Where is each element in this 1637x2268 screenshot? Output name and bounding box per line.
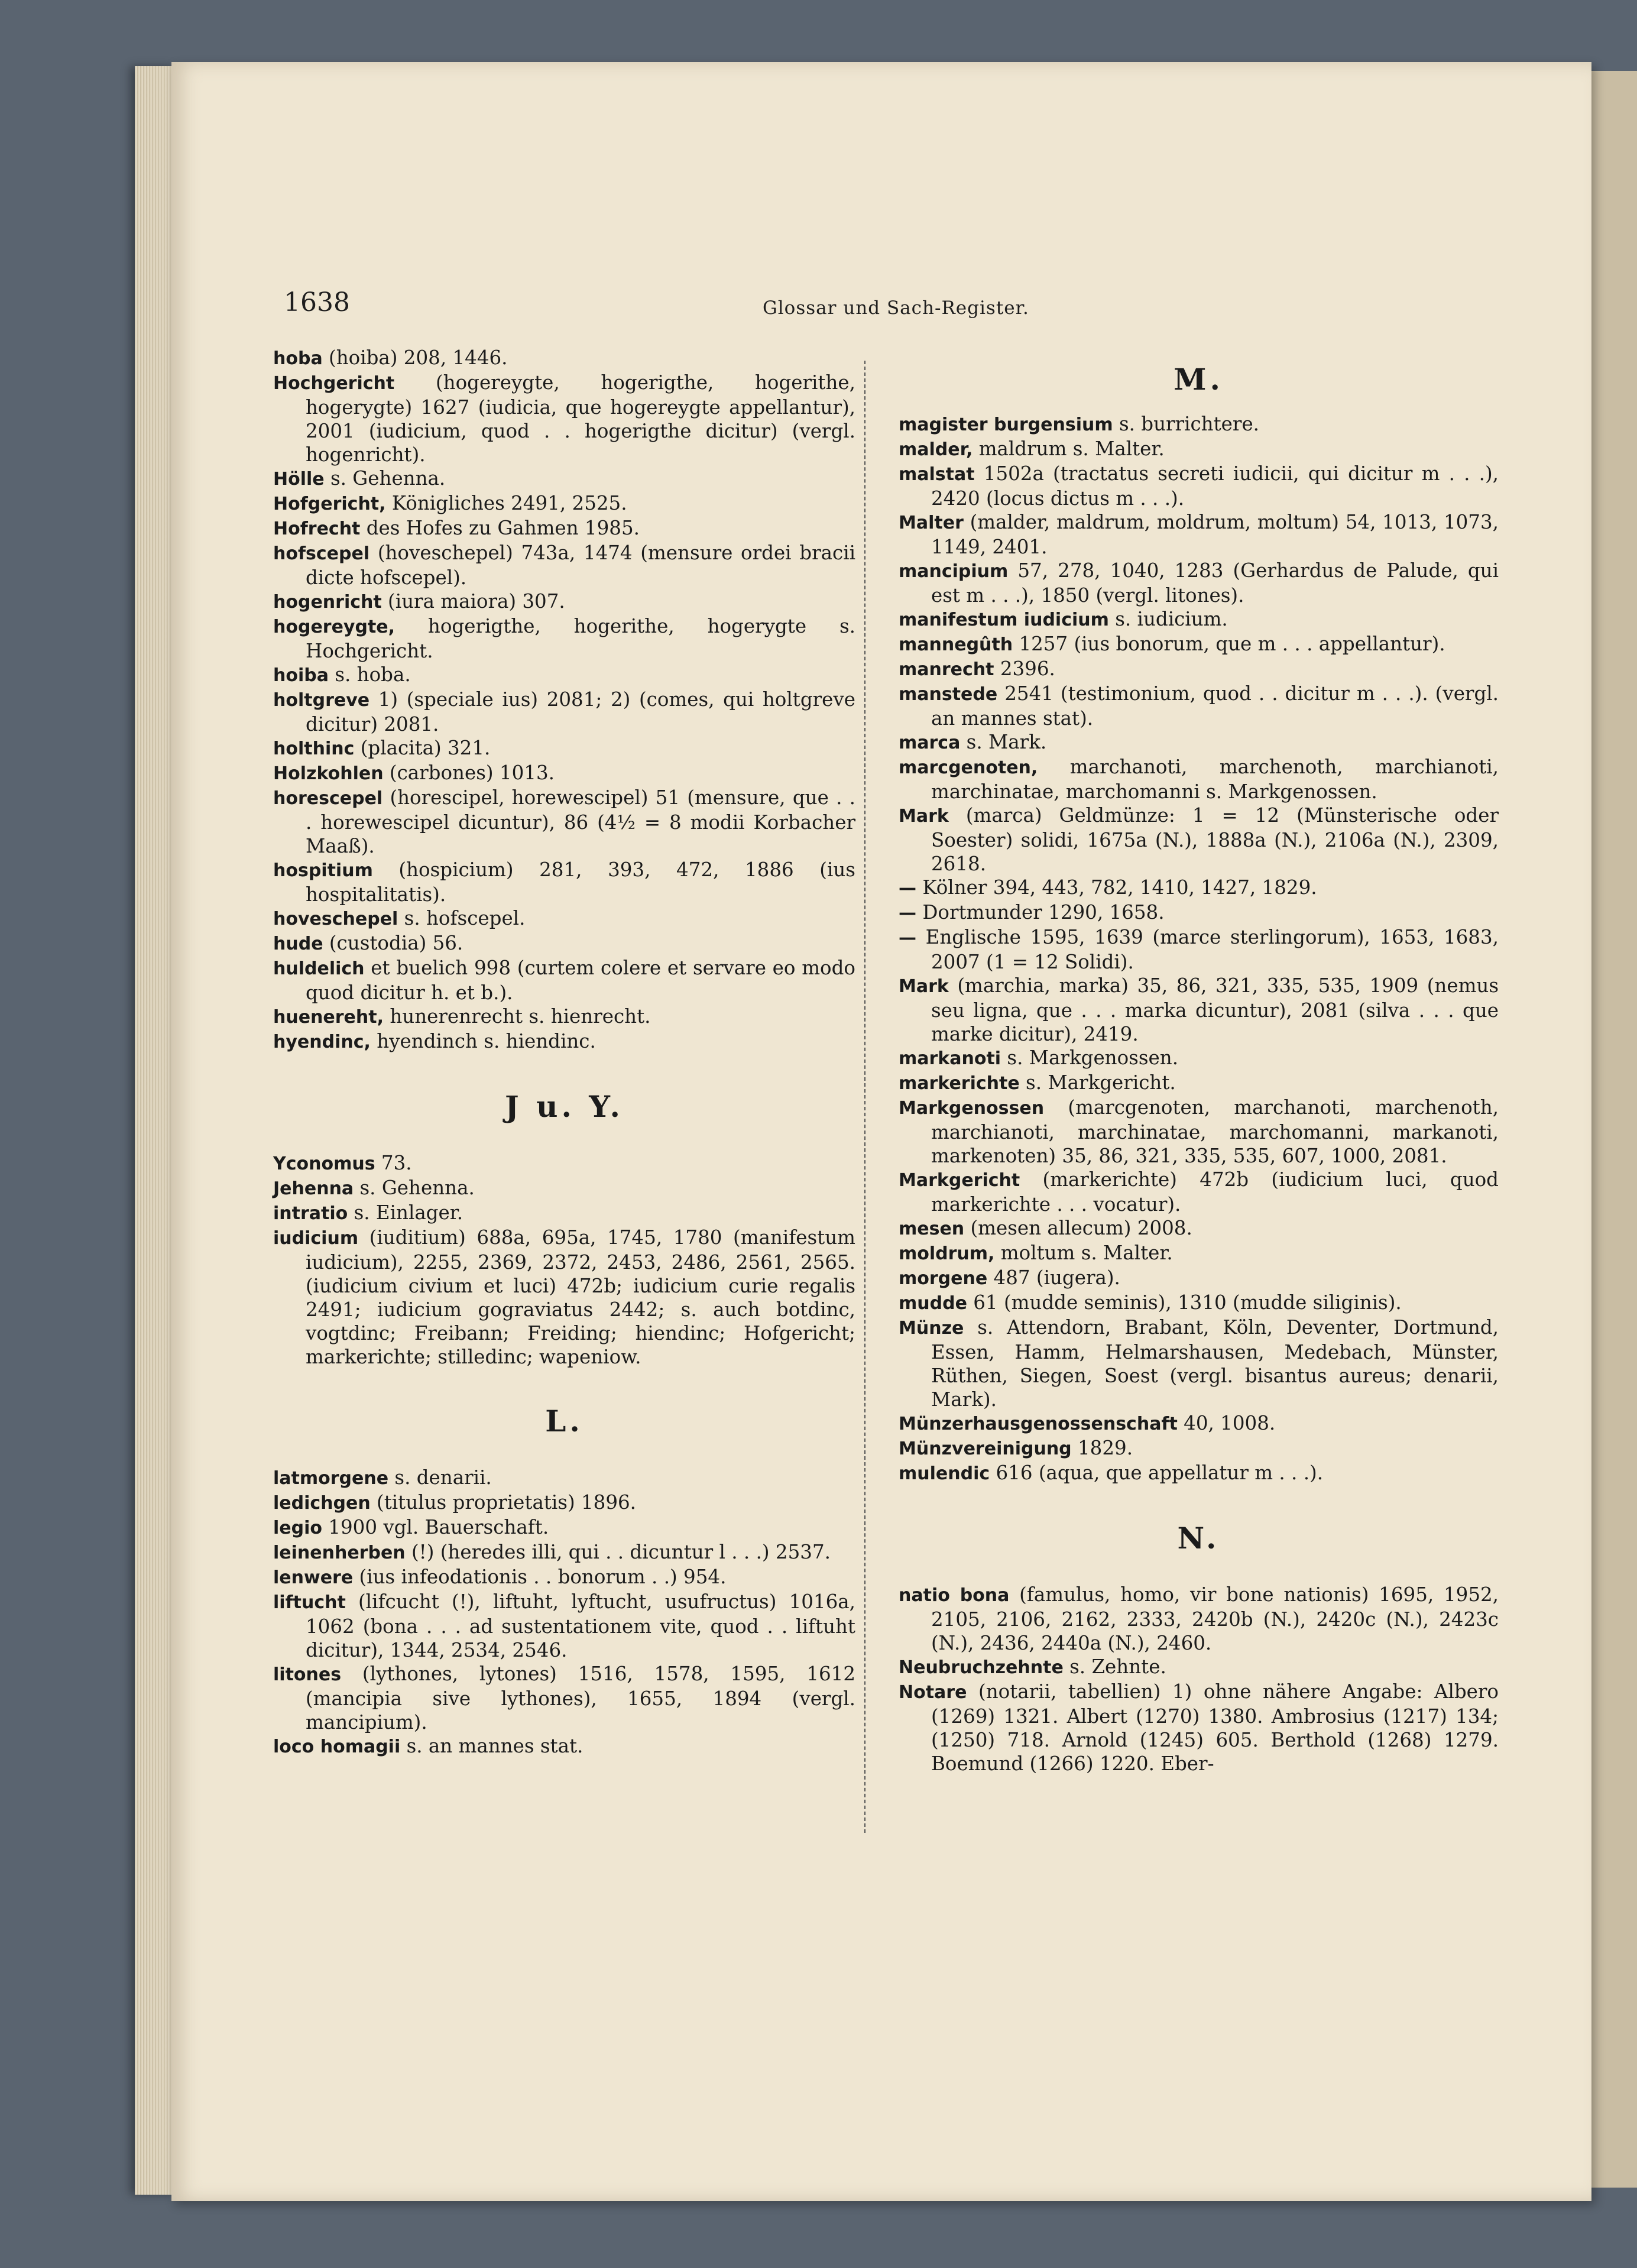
entry-text: hyendinch s. hiendinc. [370, 1030, 596, 1052]
glossary-entry [899, 876, 1499, 900]
glossary-entry [273, 1590, 855, 1662]
entry-headword: Markgenossen [899, 1098, 1045, 1119]
entry-headword: ledichgen [273, 1493, 371, 1514]
glossary-entry [273, 1662, 855, 1734]
entry-headword: Hofgericht, [273, 494, 386, 514]
glossary-entry [899, 510, 1499, 559]
glossary-entry [273, 491, 855, 516]
glossary-entry [273, 1466, 855, 1491]
entry-headword: mancipium [899, 561, 1009, 582]
entry-headword: moldrum, [899, 1243, 995, 1264]
entry-headword: hoiba [273, 665, 329, 686]
glossary-entry [899, 1583, 1499, 1655]
entry-headword: holtgreve [273, 690, 370, 711]
glossary-entry [273, 688, 855, 736]
entry-headword: manrecht [899, 659, 994, 680]
entry-headword: leinenherben [273, 1543, 406, 1563]
entry-text: (malder, maldrum, moldrum, moltum) 54, 1013, 1073, 1149, 2401. [931, 511, 1499, 558]
glossary-entry [273, 614, 855, 663]
entry-text: (ius infeodationis . . bonorum . .) 954. [353, 1566, 727, 1588]
entry-text: (!) (heredes illi, qui . . dicuntur l . . .) 2537. [405, 1541, 831, 1563]
entry-headword: — [899, 878, 916, 899]
entry-text: maldrum s. Malter. [973, 438, 1165, 460]
entry-text: 1502a (tractatus secreti iudicii, qui dicitur m . . .), 2420 (locus dictus m . . .). [931, 462, 1499, 510]
glossary-entry [899, 1241, 1499, 1266]
entry-text: s. iudicium. [1108, 608, 1228, 630]
glossary-entry [273, 1565, 855, 1590]
glossary-entry [899, 900, 1499, 925]
entry-headword: malstat [899, 464, 975, 485]
entry-headword: holthinc [273, 738, 355, 759]
entry-headword: loco homagii [273, 1736, 401, 1757]
entry-headword: hude [273, 934, 323, 954]
entry-text: Kölner 394, 443, 782, 1410, 1427, 1829. [916, 876, 1317, 899]
section-heading-n: N. [1177, 1521, 1220, 1556]
glossary-entry [899, 1316, 1499, 1411]
entry-headword: hyendinc, [273, 1032, 371, 1052]
h-entries [273, 346, 855, 1054]
entry-text: 1900 vgl. Bauerschaft. [322, 1516, 549, 1538]
entry-text: (titulus proprietatis) 1896. [370, 1491, 637, 1514]
entry-text: (marca) Geldmünze: 1 = 12 (Münsterische oder Soester) solidi, 1675a (N.), 1888a (N.), 2106a (N.), 2309, 2618. [931, 804, 1499, 875]
entry-text: s. an mannes stat. [400, 1735, 584, 1757]
entry-text: (hoiba) 208, 1446. [322, 346, 508, 369]
entry-headword: Mark [899, 976, 949, 997]
entry-text: (iura maiora) 307. [381, 590, 565, 613]
entry-text: 73. [375, 1152, 412, 1174]
glossary-entry [899, 559, 1499, 607]
entry-text: 57, 278, 1040, 1283 (Gerhardus de Palude, qui est m . . .), 1850 (vergl. litones). [931, 559, 1499, 607]
glossary-entry [899, 1266, 1499, 1291]
entry-text: (marchia, marka) 35, 86, 321, 335, 535, 1909 (nemus seu ligna, que . . . marka dicuntur), 2081 (silva . . . que marke dicitur), 2419. [931, 974, 1499, 1045]
entry-text: 2541 (testimonium, quod . . dicitur m . . .). (vergl. an mannes stat). [931, 682, 1499, 730]
book-page-edge [135, 66, 176, 2195]
entry-text: s. denarii. [388, 1466, 492, 1489]
glossary-entry [273, 1734, 855, 1759]
glossary-entry [899, 974, 1499, 1046]
right-column [899, 346, 1499, 1775]
entry-text: (hoveschepel) 743a, 1474 (mensure ordei bracii dicte hofscepel). [306, 542, 855, 589]
glossary-entry [899, 1071, 1499, 1096]
entry-headword: lenwere [273, 1567, 354, 1588]
entry-headword: Münzvereinigung [899, 1438, 1072, 1459]
next-page-edge [1591, 71, 1637, 2188]
entry-headword: Hochgericht [273, 373, 395, 394]
entry-text: (iuditium) 688a, 695a, 1745, 1780 (manifestum iudicium), 2255, 2369, 2372, 2453, 2486, 2561, 2565. (iudicium civium et luci) 472b; iudicium curie regalis 2491; iudicium gograviatus 2442; s. auch botdinc, vogtdinc; Freibann; Freiding; hiendinc; Hofgericht; markerichte; stilledinc; wapeniow. [306, 1226, 855, 1368]
entry-headword: Hofrecht [273, 519, 361, 539]
entry-text: s. Gehenna. [354, 1177, 475, 1199]
entry-text: (markerichte) 472b (iudicium luci, quod markerichte . . . vocatur). [931, 1168, 1499, 1216]
entry-headword: malder, [899, 439, 973, 460]
entry-headword: mannegûth [899, 634, 1013, 655]
page-number: 1638 [284, 287, 350, 317]
entry-text: hogerigthe, hogerithe, hogerygte s. Hochgericht. [306, 615, 855, 662]
glossary-entry [273, 956, 855, 1005]
section-heading-l: L. [545, 1404, 584, 1438]
entry-text: (horescipel, horewescipel) 51 (mensure, que . . . horewescipel dicuntur), 86 (4½ = 8 modii Korbacher Maaß). [306, 786, 855, 857]
glossary-entry [273, 1540, 855, 1565]
glossary-entry [273, 786, 855, 858]
glossary-entry [273, 931, 855, 956]
entry-headword: Münzerhausgenossenschaft [899, 1414, 1178, 1434]
entry-text: (lifcucht (!), liftuht, lyftucht, usufructus) 1016a, 1062 (bona . . . ad sustentationem vite, quod . . liftuht dicitur), 1344, 2534, 2546. [306, 1590, 855, 1661]
entry-text: (marcgenoten, marchanoti, marchenoth, marchianoti, marchinatae, marchomanni, markanoti, markenoten) 35, 86, 321, 335, 535, 607, 1000, 2081. [931, 1096, 1499, 1167]
glossary-entry [899, 437, 1499, 462]
n-entries [899, 1583, 1499, 1775]
glossary-entry [899, 1680, 1499, 1775]
entry-text: (mesen allecum) 2008. [964, 1217, 1192, 1239]
entry-headword: markerichte [899, 1073, 1020, 1094]
entry-text: Dortmunder 1290, 1658. [916, 901, 1165, 924]
entry-headword: Markgericht [899, 1170, 1020, 1191]
entry-text: s. hoba. [328, 663, 411, 686]
entry-headword: Malter [899, 513, 964, 533]
left-column [273, 346, 855, 1759]
entry-text: 2396. [994, 657, 1055, 680]
glossary-entry [273, 906, 855, 931]
entry-headword: latmorgene [273, 1468, 389, 1489]
entry-headword: marca [899, 733, 961, 753]
glossary-entry [273, 371, 855, 466]
entry-headword: natio bona [899, 1585, 1010, 1606]
entry-text: (custodia) 56. [323, 932, 463, 954]
entry-text: 487 (iugera). [987, 1266, 1120, 1289]
entry-headword: Jehenna [273, 1178, 354, 1199]
entry-headword: huldelich [273, 958, 365, 979]
entry-text: Englische 1595, 1639 (marce sterlingorum), 1653, 1683, 2007 (1 = 12 Solidi). [916, 926, 1499, 973]
entry-headword: liftucht [273, 1592, 346, 1613]
entry-text: 40, 1008. [1177, 1412, 1276, 1434]
entry-headword: magister burgensium [899, 414, 1113, 435]
entry-text: s. Mark. [960, 731, 1047, 753]
entry-text: (hospicium) 281, 393, 472, 1886 (ius hospitalitatis). [306, 858, 855, 906]
entry-headword: hoveschepel [273, 909, 398, 929]
entry-text: s. Zehnte. [1063, 1655, 1166, 1678]
entry-text: (carbones) 1013. [383, 762, 555, 784]
glossary-entry [273, 1201, 855, 1226]
glossary-entry [273, 516, 855, 541]
glossary-entry [899, 730, 1499, 755]
entry-headword: hogereygte, [273, 617, 396, 637]
entry-headword: Yconomus [273, 1154, 375, 1174]
entry-headword: — [899, 903, 916, 924]
glossary-entry [899, 682, 1499, 730]
entry-headword: horescepel [273, 788, 383, 809]
entry-headword: hogenricht [273, 592, 382, 613]
glossary-entry [899, 632, 1499, 657]
glossary-entry [899, 657, 1499, 682]
glossary-entry [899, 1436, 1499, 1461]
entry-text: (lythones, lytones) 1516, 1578, 1595, 1612 (mancipia sive lythones), 1655, 1894 (vergl. mancipium). [306, 1663, 855, 1734]
column-divider [864, 361, 865, 1833]
glossary-entry [899, 1216, 1499, 1241]
entry-headword: Notare [899, 1682, 967, 1703]
glossary-entry [273, 663, 855, 688]
entry-headword: hospitium [273, 860, 373, 881]
glossary-entry [273, 346, 855, 371]
glossary-entry [899, 755, 1499, 803]
entry-headword: mudde [899, 1293, 967, 1314]
entry-text: 1) (speciale ius) 2081; 2) (comes, qui holtgreve dicitur) 2081. [306, 688, 855, 736]
entry-text: hunerenrecht s. hienrecht. [384, 1005, 651, 1028]
glossary-entry [899, 1411, 1499, 1436]
entry-headword: Hölle [273, 469, 325, 490]
entry-headword: markanoti [899, 1048, 1001, 1069]
entry-text: et buelich 998 (curtem colere et servare eo modo quod dicitur h. et b.). [306, 957, 855, 1004]
entry-text: moltum s. Malter. [994, 1242, 1173, 1264]
l-entries [273, 1466, 855, 1759]
m-entries [899, 412, 1499, 1486]
j-y-entries [273, 1151, 855, 1369]
glossary-entry [273, 466, 855, 491]
entry-headword: manifestum iudicium [899, 610, 1109, 630]
glossary-entry [273, 1515, 855, 1540]
glossary-entry [899, 462, 1499, 510]
entry-headword: morgene [899, 1268, 988, 1289]
glossary-entry [899, 1046, 1499, 1071]
glossary-entry [899, 1168, 1499, 1216]
entry-headword: manstede [899, 684, 998, 705]
entry-headword: legio [273, 1518, 322, 1538]
glossary-entry [899, 1096, 1499, 1168]
entry-headword: huenereht, [273, 1007, 384, 1028]
entry-headword: intratio [273, 1203, 348, 1224]
entry-headword: hofscepel [273, 543, 370, 564]
glossary-entry [273, 761, 855, 786]
section-heading-m: M. [1174, 362, 1224, 397]
glossary-entry [273, 1151, 855, 1176]
entry-headword: iudicium [273, 1228, 359, 1249]
entry-text: s. Markgericht. [1019, 1071, 1176, 1094]
entry-headword: litones [273, 1664, 342, 1685]
entry-text: s. Attendorn, Brabant, Köln, Deventer, Dortmund, Essen, Hamm, Helmarshausen, Medebach, Münster, Rüthen, Siegen, Soest (vergl. bisantus aureus; denarii, Mark). [931, 1316, 1499, 1411]
entry-headword: mesen [899, 1219, 965, 1239]
glossary-entry [273, 1029, 855, 1054]
entry-headword: mulendic [899, 1463, 990, 1484]
entry-text: 616 (aqua, que appellatur m . . .). [990, 1462, 1324, 1484]
entry-text: des Hofes zu Gahmen 1985. [360, 517, 640, 539]
glossary-entry [273, 736, 855, 761]
entry-headword: Neubruchzehnte [899, 1657, 1064, 1678]
entry-text: (placita) 321. [354, 737, 491, 759]
glossary-entry [899, 1291, 1499, 1316]
entry-headword: marcgenoten, [899, 757, 1038, 778]
entry-text: 1829. [1071, 1437, 1133, 1459]
glossary-entry [899, 925, 1499, 974]
glossary-entry [899, 803, 1499, 876]
glossary-entry [899, 607, 1499, 632]
entry-text: 1257 (ius bonorum, que m . . . appellantur). [1013, 633, 1445, 655]
entry-headword: Holzkohlen [273, 763, 384, 784]
glossary-entry [899, 412, 1499, 437]
entry-text: s. hofscepel. [398, 907, 526, 929]
entry-text: s. Gehenna. [324, 467, 446, 490]
entry-text: s. Einlager. [348, 1201, 463, 1224]
entry-headword: Mark [899, 806, 949, 827]
section-heading-j-y: J u. Y. [505, 1089, 624, 1124]
glossary-entry [273, 1226, 855, 1369]
entry-headword: — [899, 928, 916, 948]
entry-text: (hogereygte, hogerigthe, hogerithe, hogerygte) 1627 (iudicia, que hogereygte appellantur), 2001 (iudicium, quod . . hogerigthe dicitur) (vergl. hogenricht). [306, 371, 855, 466]
entry-text: (famulus, homo, vir bone nationis) 1695, 1952, 2105, 2106, 2162, 2333, 2420b (N.), 2420c (N.), 2423c (N.), 2436, 2440a (N.), 2460. [931, 1583, 1499, 1654]
entry-text: s. burrichtere. [1113, 413, 1260, 435]
entry-headword: hoba [273, 348, 323, 369]
entry-text: (notarii, tabellien) 1) ohne nähere Angabe: Albero (1269) 1321. Albert (1270) 1380. Ambrosius (1217) 134; (1250) 718. Arnold (1245) 605. Berthold (1268) 1279. Boemund (1266) 1220. Eber- [931, 1680, 1499, 1775]
glossary-entry [273, 1491, 855, 1515]
glossary-entry [273, 541, 855, 589]
glossary-entry [273, 1176, 855, 1201]
glossary-entry [273, 589, 855, 614]
glossary-entry [899, 1461, 1499, 1486]
running-header-title: Glossar und Sach-Register. [763, 297, 1029, 319]
glossary-entry [273, 1005, 855, 1029]
entry-text: marchanoti, marchenoth, marchianoti, marchinatae, marchomanni s. Markgenossen. [931, 756, 1499, 803]
glossary-entry [899, 1655, 1499, 1680]
entry-text: Königliches 2491, 2525. [385, 492, 627, 514]
entry-text: 61 (mudde seminis), 1310 (mudde siliginis). [967, 1291, 1402, 1314]
glossary-entry [273, 858, 855, 906]
entry-text: s. Markgenossen. [1001, 1046, 1179, 1069]
entry-headword: Münze [899, 1318, 964, 1339]
